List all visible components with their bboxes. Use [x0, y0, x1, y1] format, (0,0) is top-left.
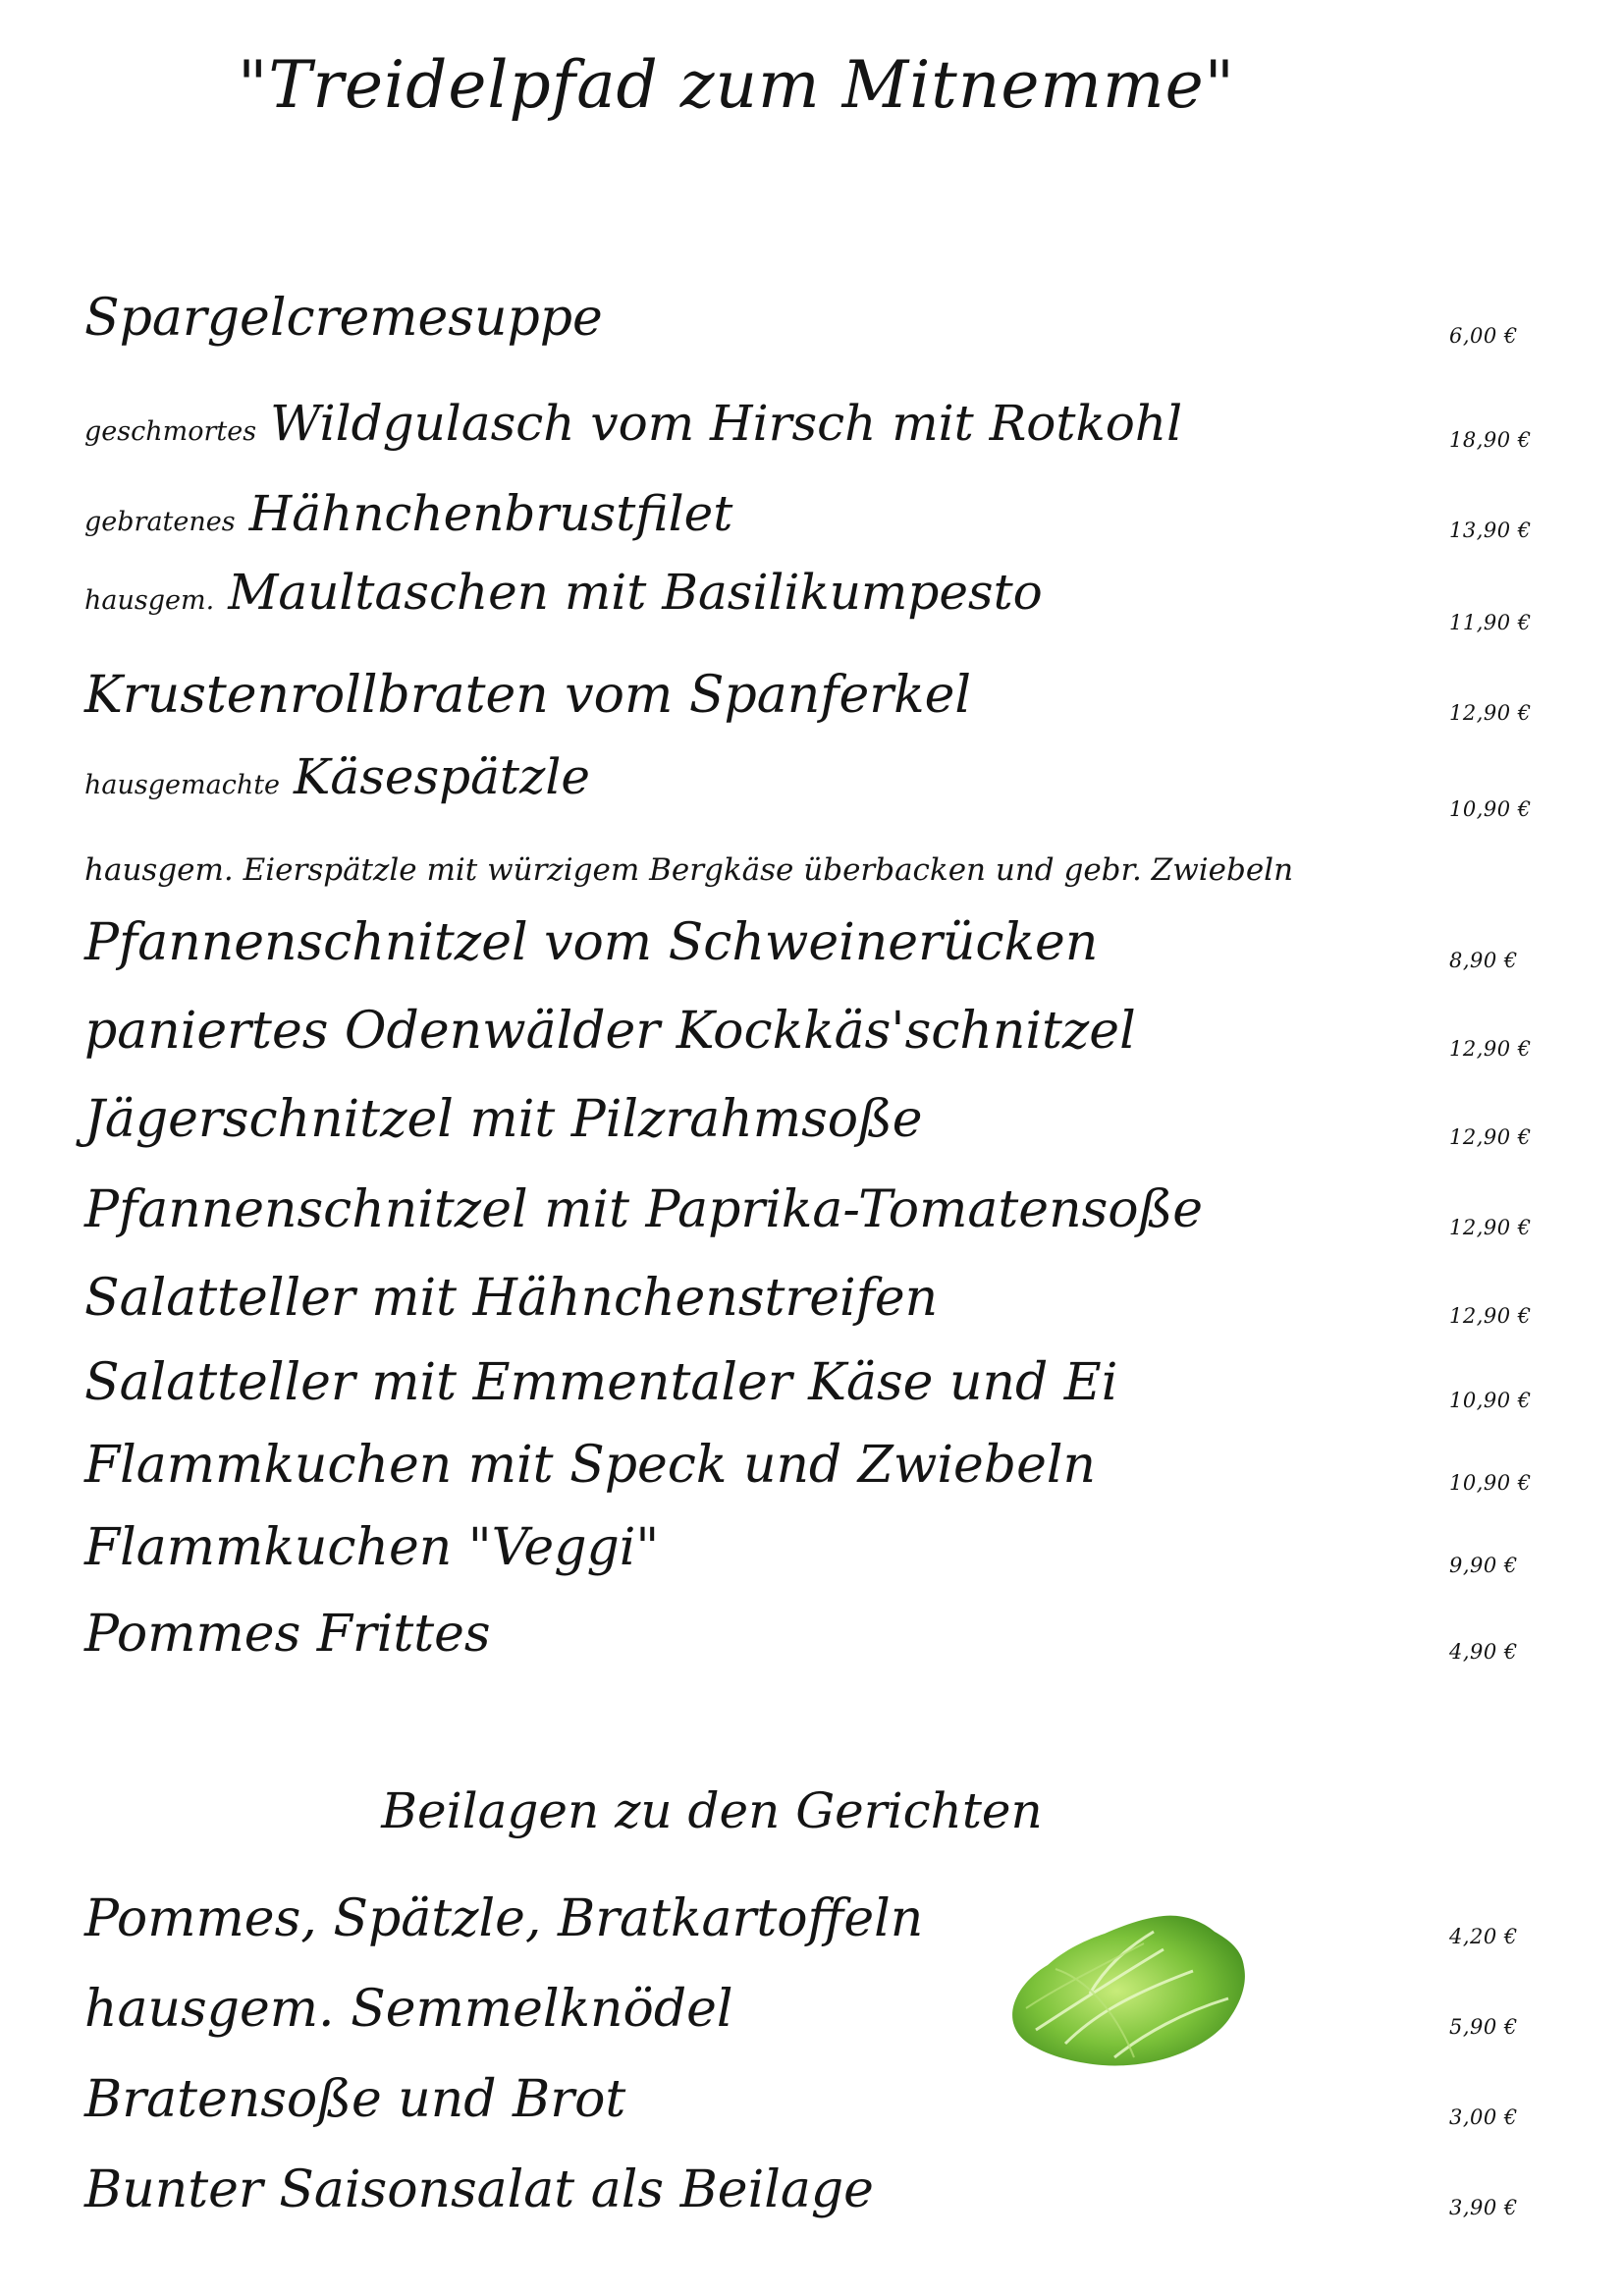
side-item — [84, 1878, 1528, 1956]
menu-item — [84, 735, 1532, 821]
menu-item — [84, 990, 1532, 1068]
side-price: 5,90 € — [1449, 2015, 1518, 2039]
dish-price: 8,90 € — [1449, 949, 1518, 972]
dish-name: Pfannenschnitzel mit Paprika-Tomatensoße — [84, 1180, 1204, 1239]
menu-item — [84, 277, 1528, 355]
dish-name: paniertes Odenwälder Kockkäs'schnitzel — [84, 1002, 1136, 1061]
dish-price: 6,00 € — [1449, 324, 1518, 348]
menu-title: "Treidelpfad zum Mitnemme" — [238, 47, 1235, 123]
dish-price: 12,90 € — [1449, 1125, 1532, 1149]
side-name: hausgem. Semmelknödel — [84, 1980, 733, 2039]
dish-price: 12,90 € — [1449, 1037, 1532, 1061]
dish-price: 10,90 € — [1449, 1471, 1532, 1495]
side-name: Pommes, Spätzle, Bratkartoffeln — [84, 1889, 924, 1948]
side-name: Bunter Saisonsalat als Beilage — [84, 2160, 874, 2219]
dish-price: 12,90 € — [1449, 701, 1532, 725]
dish-name: Käsespätzle — [294, 748, 590, 805]
menu-item — [84, 1424, 1532, 1503]
menu-item — [84, 550, 1532, 634]
dish-name: Spargelcremesuppe — [84, 289, 603, 348]
dish-prefix: hausgemachte — [84, 770, 281, 800]
menu-item — [84, 381, 1532, 460]
dish-price: 10,90 € — [1449, 797, 1532, 821]
dish-price: 18,90 € — [1449, 428, 1532, 452]
dish-prefix: geschmortes — [84, 416, 257, 447]
dish-name: Jägerschnitzel mit Pilzrahmsoße — [84, 1090, 923, 1149]
dish-name: Maultaschen mit Basilikumpesto — [228, 564, 1043, 621]
menu-item — [84, 1593, 1528, 1671]
dish-price: 11,90 € — [1449, 611, 1532, 634]
dish-prefix: hausgem. — [84, 585, 215, 616]
menu-item — [84, 902, 1528, 980]
dish-name: Hähnchenbrustfilet — [248, 485, 733, 542]
dish-price: 4,90 € — [1449, 1640, 1518, 1664]
sides-heading: Beilagen zu den Gerichten — [381, 1782, 1043, 1839]
menu-item — [84, 1341, 1532, 1420]
side-item — [84, 2149, 1528, 2227]
side-item — [84, 2058, 1528, 2137]
dish-name: Flammkuchen mit Speck und Zwiebeln — [84, 1436, 1096, 1495]
dish-price: 9,90 € — [1449, 1554, 1518, 1577]
menu-item — [84, 1169, 1532, 1247]
side-name: Bratensoße und Brot — [84, 2070, 626, 2129]
menu-item — [84, 1506, 1528, 1585]
dish-price: 10,90 € — [1449, 1389, 1532, 1412]
dish-name: Flammkuchen "Veggi" — [84, 1518, 660, 1577]
dish-price: 13,90 € — [1449, 519, 1532, 542]
dish-note: hausgem. Eierspätzle mit würzigem Bergkäse überbacken und gebr. Zwiebeln — [84, 852, 1294, 888]
dish-price: 12,90 € — [1449, 1216, 1532, 1239]
side-item — [84, 1968, 1528, 2047]
menu-item — [84, 1078, 1532, 1157]
side-price: 3,00 € — [1449, 2105, 1518, 2129]
dish-name: Salatteller mit Hähnchenstreifen — [84, 1269, 939, 1328]
dish-name: Pfannenschnitzel vom Schweinerücken — [84, 913, 1099, 972]
dish-prefix: gebratenes — [84, 507, 236, 537]
menu-item — [84, 1257, 1532, 1336]
dish-name: Salatteller mit Emmentaler Käse und Ei — [84, 1353, 1118, 1412]
side-price: 3,90 € — [1449, 2196, 1518, 2219]
dish-name: Pommes Frittes — [84, 1605, 491, 1664]
side-price: 4,20 € — [1449, 1925, 1518, 1948]
lettuce-leaf-image — [997, 1910, 1252, 2077]
dish-name: Wildgulasch vom Hirsch mit Rotkohl — [270, 395, 1183, 452]
dish-price: 12,90 € — [1449, 1304, 1532, 1328]
dish-name: Krustenrollbraten vom Spanferkel — [84, 666, 972, 725]
menu-item — [84, 471, 1532, 550]
menu-item-note — [84, 817, 1528, 896]
menu-item — [84, 654, 1532, 733]
